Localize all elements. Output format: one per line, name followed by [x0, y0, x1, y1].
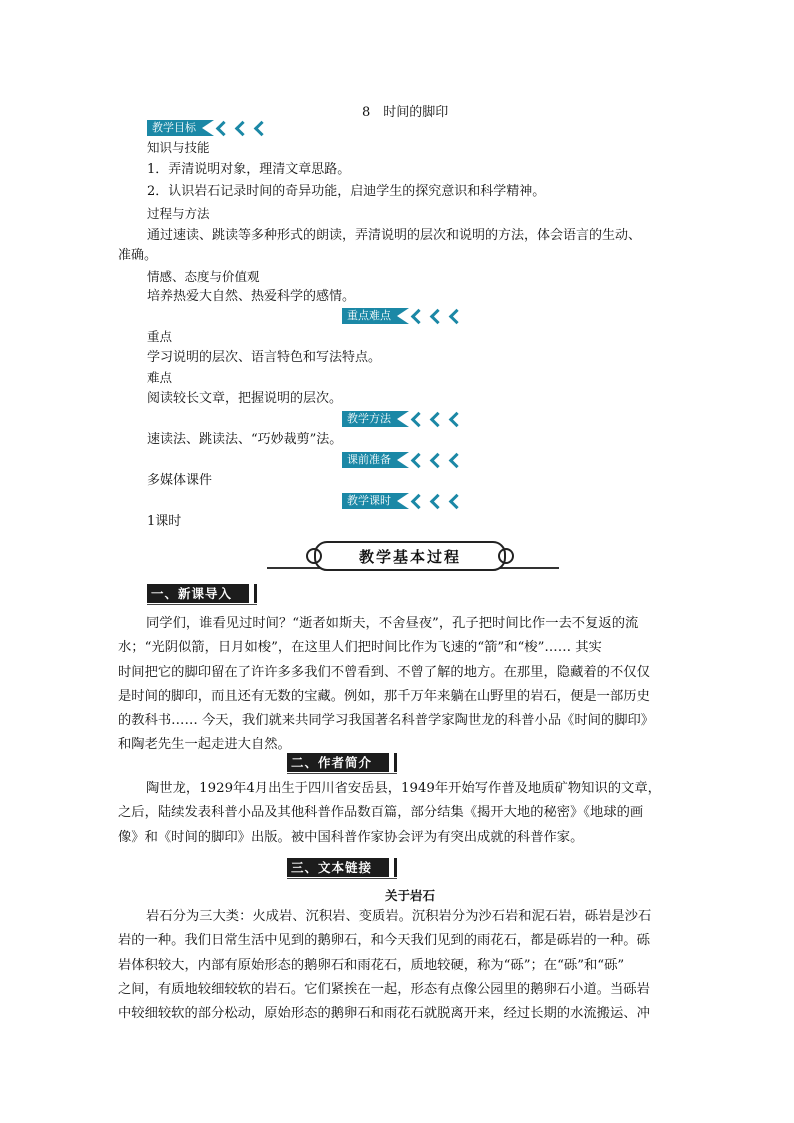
goal-line-3a: 通过速读、跳读等多种形式的朗读，弄清说明的层次和说明的方法，体会语言的生动、 — [147, 228, 642, 243]
goal-line-1: 1．弄清说明对象，理清文章思路。 — [147, 162, 351, 177]
heading-difficulty: 难点 — [147, 370, 173, 385]
step-rule — [287, 773, 397, 774]
link-paragraph — [118, 905, 688, 1026]
author-line-3: 像》和《时间的脚印》出版。被中国科普作家协会评为有突出成就的科普作家。 — [118, 829, 584, 845]
link-line-2: 岩的一种。我们日常生活中见到的鹅卵石，和今天我们见到的雨花石，都是砾岩的一种。砾 — [118, 933, 650, 949]
badge-label: 教学方法 — [342, 411, 409, 427]
chevrons-icon — [411, 414, 468, 425]
heading-key-point: 重点 — [147, 329, 173, 344]
link-line-4: 之间，有质地较细较软的岩石。它们紧挨在一起，形态有点像公园里的鹅卵石小道。当砾岩 — [118, 981, 650, 997]
intro-line-2: 水；“光阴似箭，日月如梭”，在这里人们把时间比作为飞速的“箭”和“梭”…… 其实 — [118, 640, 602, 656]
step-header-text-link: 三、文本链接 — [287, 858, 389, 877]
step-rule — [287, 878, 397, 879]
intro-line-4: 是时间的脚印，而且还有无数的宝藏。例如，那千万年来躺在山野里的岩石，便是一部历史 — [118, 688, 650, 704]
step-rule — [147, 604, 257, 605]
author-line-1: 陶世龙，1929年4月出生于四川省安岳县，1949年开始写作普及地质矿物知识的文章， — [146, 781, 661, 796]
badge-label: 教学目标 — [147, 120, 214, 136]
goal-line-4: 培养热爱大自然、热爱科学的感情。 — [147, 289, 356, 304]
intro-paragraph — [118, 612, 688, 758]
chevrons-icon — [411, 311, 468, 322]
key-line-1: 学习说明的层次、语言特色和写法特点。 — [147, 350, 382, 365]
step-header-intro: 一、新课导入 — [147, 584, 249, 603]
prep-line-1: 多媒体课件 — [147, 473, 213, 488]
step-header-author: 二、作者简介 — [287, 753, 389, 772]
badge-label: 重点难点 — [342, 308, 409, 324]
link-line-3: 岩体积较大，内部有原始形态的鹅卵石和雨花石，质地较硬，称为“砾”；在“砾”和“砾” — [118, 957, 625, 973]
intro-line-3: 时间把它的脚印留在了许许多多我们不曾看到、不曾了解的地方。在那里，隐藏着的不仅仅 — [118, 664, 650, 680]
badge-preparation — [342, 452, 468, 468]
badge-teaching-goals — [147, 120, 273, 136]
intro-line-1: 同学们，谁看见过时间？“逝者如斯夫，不舍昼夜”，孔子把时间比作一去不复返的流 — [146, 616, 639, 631]
link-subtitle: 关于岩石 — [385, 888, 436, 903]
heading-emotion-values: 情感、态度与价值观 — [147, 269, 260, 284]
badge-teaching-method — [342, 411, 468, 427]
heading-process-method: 过程与方法 — [147, 206, 210, 221]
author-line-2: 之后，陆续发表科普小品及其他科普作品数百篇，部分结集《揭开大地的秘密》《地球的画 — [118, 805, 644, 821]
link-line-5: 中较细较软的部分松动，原始形态的鹅卵石和雨花石就脱离开来，经过长期的水流搬运、冲 — [118, 1006, 650, 1022]
key-line-2: 阅读较长文章，把握说明的层次。 — [147, 391, 343, 406]
section-banner — [314, 541, 506, 571]
method-line-1: 速读法、跳读法、“巧妙裁剪”法。 — [147, 432, 343, 447]
badge-label: 教学课时 — [342, 493, 409, 509]
intro-line-6: 和陶老先生一起走进大自然。 — [118, 737, 291, 753]
intro-line-5: 的教科书…… 今天，我们就来共同学习我国著名科普学家陶世龙的科普小品《时间的脚印》 — [118, 713, 655, 729]
chevrons-icon — [216, 123, 273, 134]
chevrons-icon — [411, 455, 468, 466]
banner-title: 教学基本过程 — [358, 547, 461, 566]
heading-knowledge-skills: 知识与技能 — [147, 140, 210, 155]
goal-line-2: 2．认识岩石记录时间的奇异功能，启迪学生的探究意识和科学精神。 — [147, 184, 546, 199]
badge-class-period — [342, 493, 468, 509]
lesson-title: 8 时间的脚印 — [362, 105, 449, 120]
badge-label: 课前准备 — [342, 452, 409, 468]
chevrons-icon — [411, 496, 468, 507]
badge-key-difficulties — [342, 308, 468, 324]
goal-line-3b: 准确。 — [118, 248, 158, 263]
link-line-1: 岩石分为三大类：火成岩、沉积岩、变质岩。沉积岩分为沙石岩和泥石岩，砾岩是沙石 — [146, 909, 652, 924]
period-line-1: 1课时 — [147, 514, 182, 529]
author-paragraph — [118, 777, 688, 850]
